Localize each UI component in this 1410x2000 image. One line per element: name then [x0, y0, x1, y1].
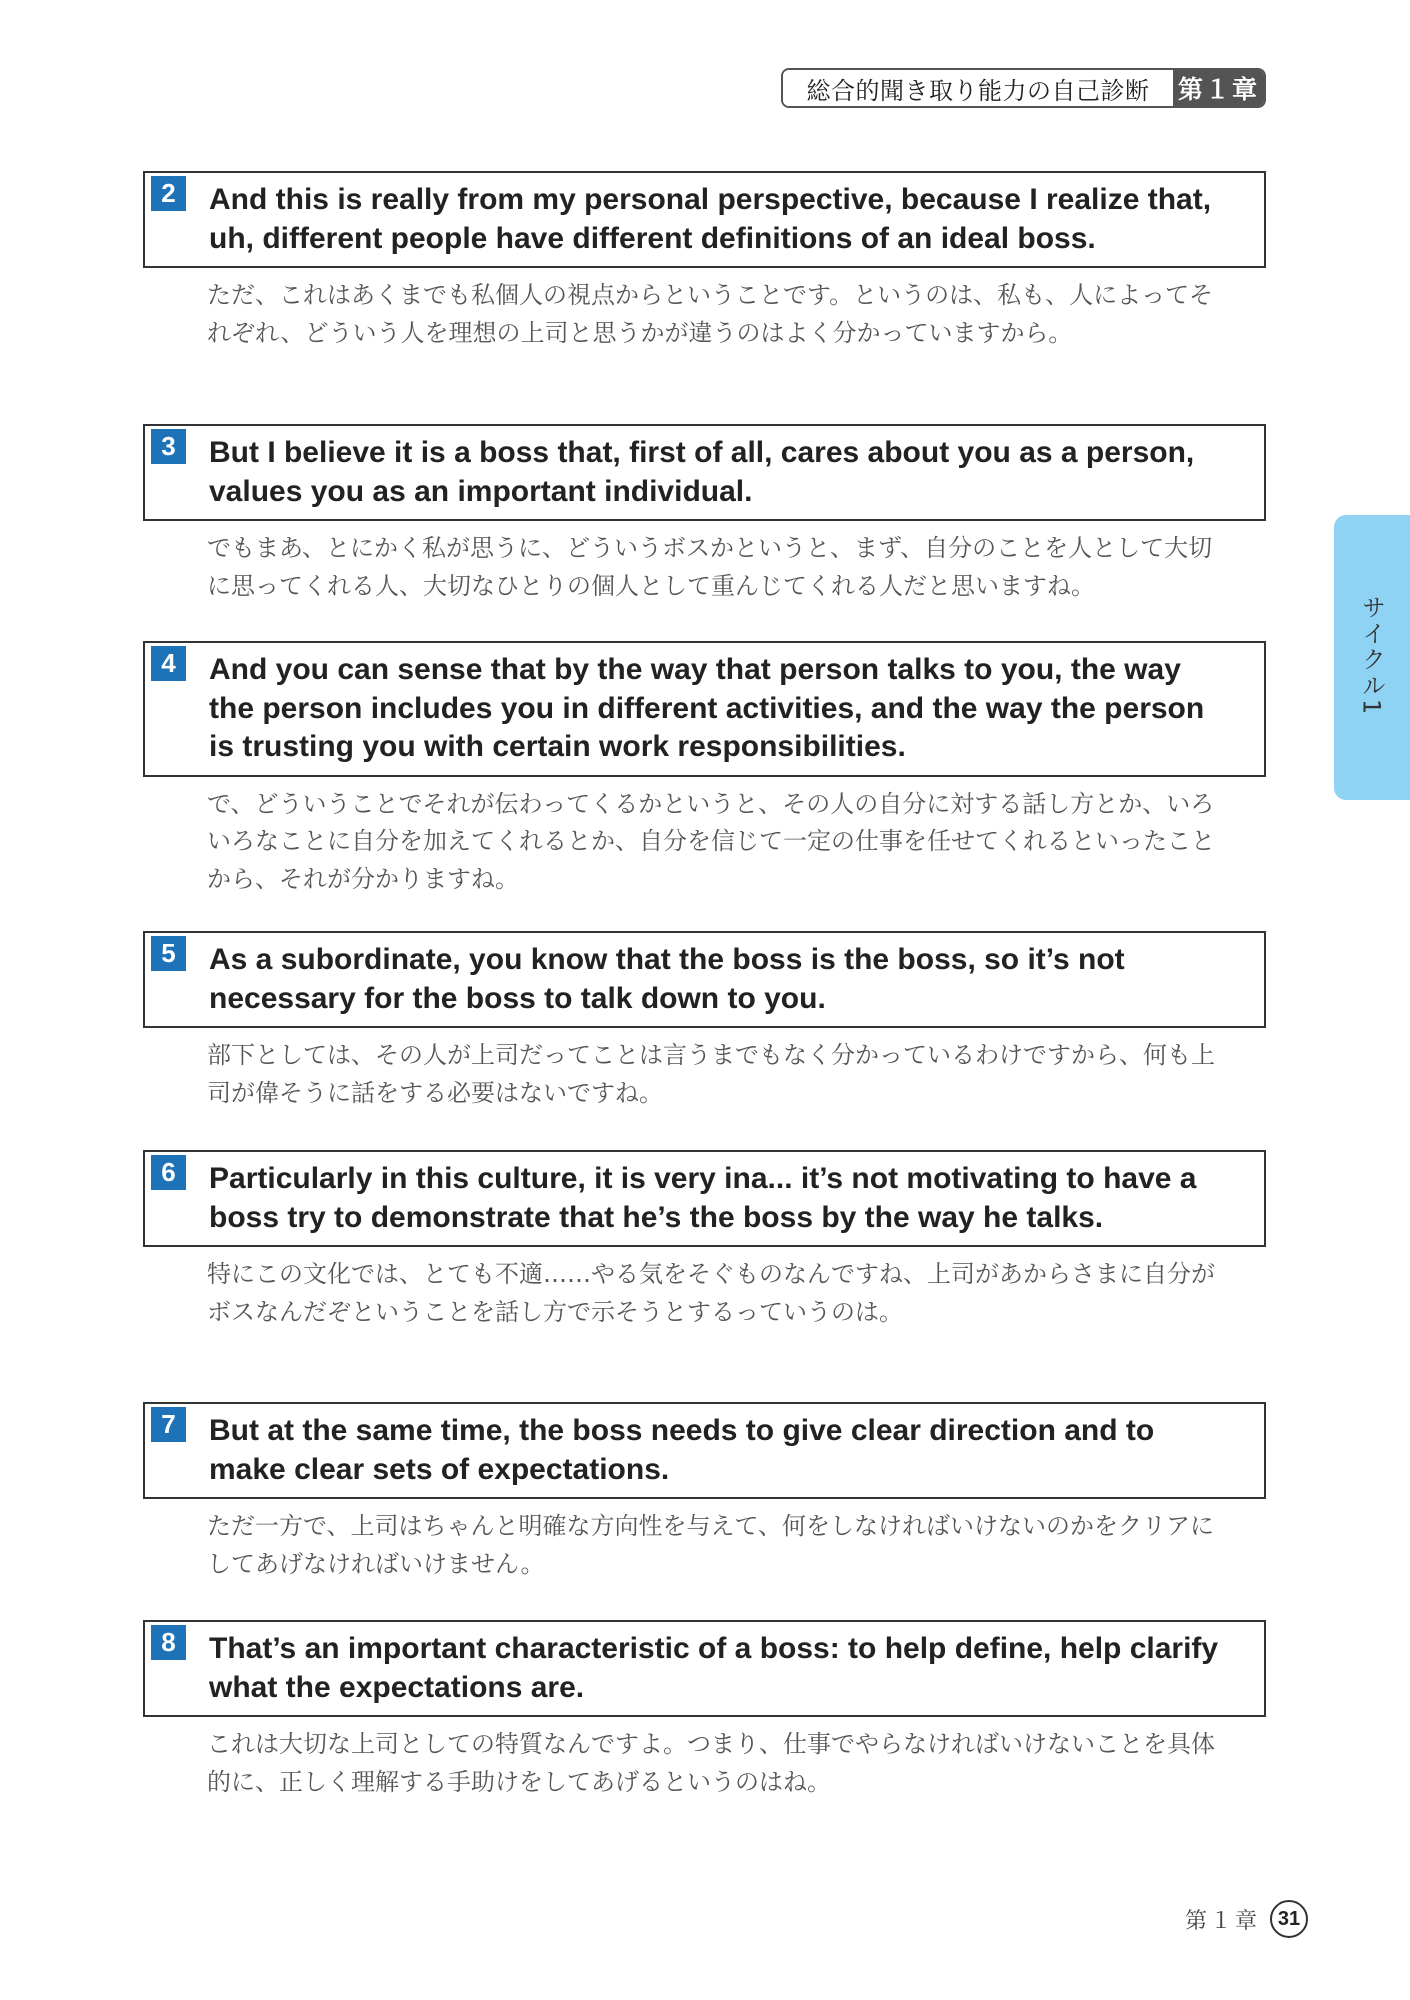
english-sentence-box [143, 931, 1266, 1028]
header-chapter-label: 第１章 [1173, 70, 1264, 106]
sentence-number-badge: 7 [151, 1407, 186, 1442]
english-sentence: But I believe it is a boss that, first of all, cares about you as a person, values you as an important individual. [209, 436, 1195, 508]
english-sentence: Particularly in this culture, it is very ina... it’s not motivating to have a boss try to demonstrate that he’s the boss by the way he talks. [209, 1162, 1197, 1234]
transcript-entry [143, 171, 1266, 352]
page-number: 31 [1270, 1900, 1308, 1938]
japanese-translation: で、どういうことでそれが伝わってくるかというと、その人の自分に対する話し方とか、いろいろなことに自分を加えてくれるとか、自分を信じて一定の仕事を任せてくれるといったことから、それが分かりますね。 [207, 789, 1215, 893]
english-sentence: And you can sense that by the way that person talks to you, the way the person includes you in different activities, and the way the person is trusting you with certain work responsibilities. [209, 653, 1205, 763]
english-sentence: As a subordinate, you know that the boss is the boss, so it’s not necessary for the boss to talk down to you. [209, 943, 1125, 1015]
transcript-entry [143, 1402, 1266, 1583]
running-header [781, 68, 1266, 108]
japanese-translation: 部下としては、その人が上司だってことは言うまでもなく分かっているわけですから、何も上司が偉そうに話をする必要はないですね。 [207, 1041, 1215, 1107]
english-sentence-box [143, 1620, 1266, 1717]
japanese-translation: 特にこの文化では、とても不適……やる気をそぐものなんですね、上司があからさまに自分がボスなんだぞということを話し方で示そうとするっていうのは。 [207, 1260, 1215, 1326]
sentence-number-badge: 6 [151, 1155, 186, 1190]
japanese-translation: ただ一方で、上司はちゃんと明確な方向性を与えて、何をしなければいけないのかをクリアにしてあげなければいけません。 [207, 1512, 1215, 1578]
english-sentence-box [143, 1150, 1266, 1247]
english-sentence: That’s an important characteristic of a boss: to help define, help clarify what the expectations are. [209, 1632, 1219, 1704]
english-sentence-box [143, 641, 1266, 777]
sentence-number-badge: 2 [151, 176, 186, 211]
sentence-number-badge: 4 [151, 646, 186, 681]
sentence-number-badge: 3 [151, 429, 186, 464]
english-sentence: And this is really from my personal perspective, because I realize that, uh, different people have different definitions of an ideal boss. [209, 183, 1212, 255]
japanese-translation: でもまあ、とにかく私が思うに、どういうボスかというと、まず、自分のことを人として大切に思ってくれる人、大切なひとりの個人として重んじてくれる人だと思いますね。 [207, 534, 1213, 600]
header-title: 総合的聞き取り能力の自己診断 [783, 70, 1173, 106]
transcript-entry [143, 1620, 1266, 1801]
japanese-translation: ただ、これはあくまでも私個人の視点からということです。というのは、私も、人によってそれぞれ、どういう人を理想の上司と思うかが違うのはよく分かっていますから。 [207, 281, 1214, 347]
english-sentence: But at the same time, the boss needs to give clear direction and to make clear sets of expectations. [209, 1414, 1155, 1486]
side-tab [1334, 515, 1410, 800]
footer-chapter-label: 第１章 [1185, 1908, 1261, 1934]
japanese-translation: これは大切な上司としての特質なんですよ。つまり、仕事でやらなければいけないことを具体的に、正しく理解する手助けをしてあげるというのはね。 [207, 1730, 1215, 1796]
english-sentence-box [143, 1402, 1266, 1499]
english-sentence-box [143, 424, 1266, 521]
transcript-entry [143, 641, 1266, 898]
sentence-number-badge: 5 [151, 936, 186, 971]
english-sentence-box [143, 171, 1266, 268]
page-footer [1185, 1900, 1308, 1938]
sentence-number-badge: 8 [151, 1625, 186, 1660]
transcript-entry [143, 1150, 1266, 1331]
transcript-entry [143, 931, 1266, 1112]
transcript-entry [143, 424, 1266, 605]
side-tab-label: サイクル1 [1357, 595, 1386, 717]
